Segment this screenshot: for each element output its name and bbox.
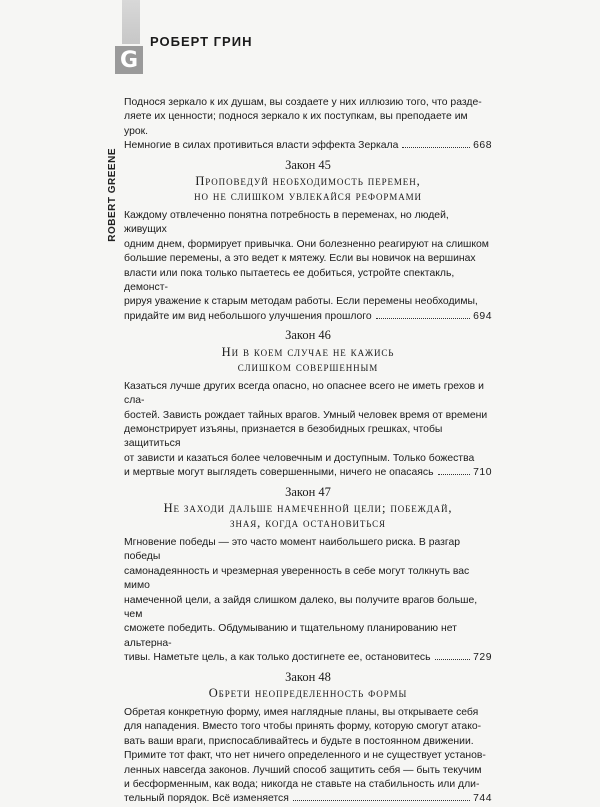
toc-line[interactable]	[124, 792, 492, 806]
spine-bar	[122, 0, 140, 44]
text-line: и бесформенным, как вода; никогда не ставьте на стабильность или дли-	[124, 779, 480, 791]
law-number: Закон 48	[285, 669, 331, 684]
text-line: власти или пока только пытаетесь ее добиться, устройте спектакль, демонст-	[124, 267, 455, 294]
law-number: Закон 46	[285, 328, 331, 343]
text-line: тельный порядок. Всё изменяется	[124, 793, 289, 805]
page-number: 668	[473, 140, 492, 152]
law-title-line: Проповедуй необходимость перемен,	[195, 174, 421, 189]
law-title-line: Ни в коем случае не кажись	[221, 344, 395, 359]
law-title-line: Обрети неопределенность формы	[208, 686, 408, 700]
law-title	[124, 174, 492, 204]
page-number: 710	[473, 467, 492, 479]
text-line: Немногие в силах противиться власти эффекта Зеркала	[124, 140, 399, 152]
toc-content	[124, 96, 492, 807]
text-line: ляете их ценности; поднося зеркало к их поступкам, вы преподаете им урок.	[124, 111, 468, 137]
law-title-line: слишком совершенным	[237, 359, 379, 374]
text-line: демонстрирует изъяны, признается в безобидных грешках, чтобы защититься	[124, 423, 443, 450]
page-number: 744	[473, 793, 492, 805]
law-title-line: Не заходи дальше намеченной цели; побеждай,	[163, 500, 453, 515]
running-title: РОБЕРТ ГРИН	[150, 34, 253, 49]
law-title	[124, 345, 492, 375]
text-line: Примите тот факт, что нет ничего определенного и не существует установ-	[124, 750, 486, 762]
logo-mark: G	[115, 46, 143, 74]
text-line: и мертвые могут выглядеть совершенными, ничего не опасаясь	[124, 467, 434, 479]
dot-leader	[402, 147, 470, 148]
text-line: ленных навсегда законов. Лучший способ защитить себя — быть текучим	[124, 764, 482, 776]
dot-leader	[438, 474, 471, 475]
text-line: Обретая конкретную форму, имея наглядные планы, вы открываете себя	[124, 707, 479, 718]
toc-line[interactable]	[124, 651, 492, 665]
dot-leader	[293, 800, 470, 801]
law-number: Закон 45	[285, 157, 331, 172]
law-title-line: но не слишком увлекайся реформами	[194, 189, 422, 204]
text-line: тивы. Наметьте цель, а как только достигнете ее, остановитесь	[124, 652, 431, 664]
text-line: от зависти и казаться более человечным и доступным. Только божества	[124, 452, 475, 464]
law-entry-45	[124, 158, 492, 325]
text-line: большие перемены, а это ведет к мятежу. Если вы новичок на вершинах	[124, 253, 476, 265]
text-line: вать ваши враги, приспосабливайтесь и будьте в постоянном движении.	[124, 735, 474, 747]
text-line: сможете победить. Обдумыванию и тщательному планированию нет альтерна-	[124, 623, 457, 649]
text-line: Мгновение победы — это часто момент наибольшего риска. В разгар победы	[124, 536, 461, 563]
text-line: бостей. Зависть рождает тайных врагов. Умный человек время от времени	[124, 409, 488, 421]
dot-leader	[435, 659, 471, 660]
dot-leader	[376, 318, 471, 319]
text-line: придайте им вид небольшого улучшения прошлого	[124, 310, 372, 322]
text-line: самонадеянность и чрезмерная уверенность в себе могут толкнуть вас мимо	[124, 565, 470, 592]
text-line: Поднося зеркало к их душам, вы создаете у них иллюзию того, что разде-	[124, 97, 482, 108]
toc-line[interactable]	[124, 310, 492, 324]
side-author-label: ROBERT GREENE	[107, 148, 118, 242]
text-line: для нападения. Вместо того чтобы принять форму, которую смогут атако-	[124, 721, 482, 733]
text-line: одним днем, формирует привычка. Они болезненно реагируют на слишком	[124, 238, 489, 250]
toc-line[interactable]	[124, 466, 492, 480]
law-title-line: зная, когда остановиться	[230, 515, 386, 530]
law-number: Закон 47	[285, 484, 331, 499]
law-entry-48	[124, 670, 492, 807]
page-number: 694	[473, 310, 492, 322]
toc-line[interactable]	[124, 139, 492, 153]
law-title	[124, 501, 492, 531]
law-entry-47	[124, 485, 492, 666]
law-title	[124, 686, 492, 701]
intro-entry	[124, 96, 492, 154]
text-line: Казаться лучше других всегда опасно, но опаснее всего не иметь грехов и сла-	[124, 380, 484, 407]
page-number: 729	[473, 652, 492, 664]
law-entry-46	[124, 328, 492, 480]
text-line: рируя уважение к старым методам работы. Если перемены необходимы,	[124, 296, 478, 308]
text-line: Каждому отвлеченно понятна потребность в переменах, но людей, живущих	[124, 210, 449, 236]
text-line: намеченной цели, а зайдя слишком далеко, вы получите врагов больше, чем	[124, 594, 478, 620]
